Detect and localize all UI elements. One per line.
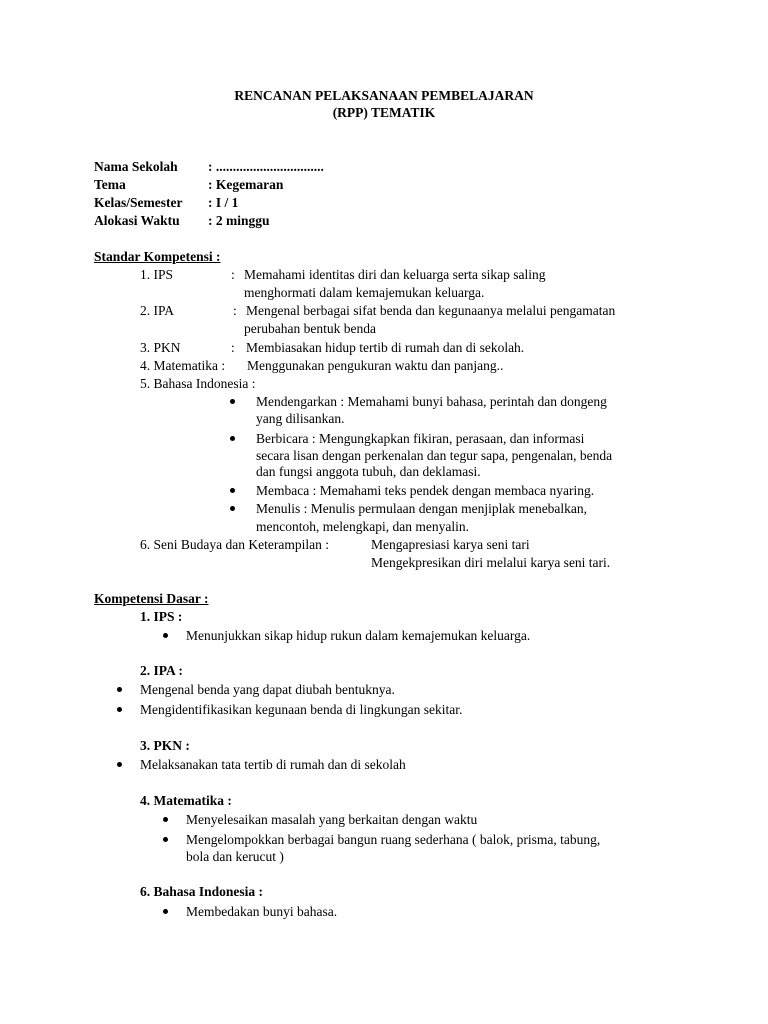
sk-ipa-sep: : <box>233 303 237 318</box>
bullet-icon <box>230 488 235 493</box>
identity-value: : ................................ <box>208 159 324 174</box>
title-line1: RENCANAN PELAKSANAAN PEMBELAJARAN <box>234 88 534 103</box>
sk-ips-label: 1. IPS <box>140 267 174 282</box>
bullet-icon <box>117 762 122 767</box>
sk-ips-text: menghormati dalam kemajemukan keluarga. <box>244 285 485 300</box>
identity-label: Alokasi Waktu <box>94 213 180 228</box>
bullet-icon <box>163 837 168 842</box>
sk-mtk-text: Menggunakan pengukuran waktu dan panjang.. <box>247 358 504 373</box>
identity-label: Kelas/Semester <box>94 195 183 210</box>
sk-bind-item: dan fungsi anggota tubuh, dan deklamasi. <box>256 464 481 479</box>
kd-bind-item: Membedakan bunyi bahasa. <box>186 904 338 919</box>
kd-mtk-item: bola dan kerucut ) <box>186 849 284 864</box>
kd-pkn-heading: 3. PKN : <box>140 738 190 753</box>
bullet-icon <box>230 436 235 441</box>
title-line2: (RPP) TEMATIK <box>332 105 436 120</box>
sk-pkn-label: 3. PKN <box>140 340 181 355</box>
bullet-icon <box>230 399 235 404</box>
sk-sbk-label: 6. Seni Budaya dan Keterampilan : <box>140 537 329 552</box>
kd-pkn-item: Melaksanakan tata tertib di rumah dan di sekolah <box>140 757 406 772</box>
bullet-icon <box>163 909 168 914</box>
kd-ipa-heading: 2. IPA : <box>140 663 183 678</box>
sk-sbk-text: Mengekpresikan diri melalui karya seni tari. <box>371 555 611 570</box>
sk-pkn-sep: : <box>231 340 235 355</box>
sk-bind-label: 5. Bahasa Indonesia : <box>140 376 256 391</box>
sk-ips-text: Memahami identitas diri dan keluarga serta sikap saling <box>244 267 546 282</box>
bullet-icon <box>230 506 235 511</box>
kd-bind-heading: 6. Bahasa Indonesia : <box>140 884 264 899</box>
sk-bind-item: Mendengarkan : Memahami bunyi bahasa, perintah dan dongeng <box>256 394 607 409</box>
sk-ipa-label: 2. IPA <box>140 303 175 318</box>
sk-pkn-text: Membiasakan hidup tertib di rumah dan di sekolah. <box>246 340 525 355</box>
kd-mtk-item: Menyelesaikan masalah yang berkaitan dengan waktu <box>186 812 478 827</box>
kd-mtk-item: Mengelompokkan berbagai bangun ruang sederhana ( balok, prisma, tabung, <box>186 832 601 847</box>
sk-mtk-label: 4. Matematika : <box>140 358 226 373</box>
sk-sbk-text: Mengapresiasi karya seni tari <box>371 537 530 552</box>
sk-bind-item: Membaca : Memahami teks pendek dengan membaca nyaring. <box>256 483 595 498</box>
kd-mtk-heading: 4. Matematika : <box>140 793 232 808</box>
kd-ips-item: Menunjukkan sikap hidup rukun dalam kemajemukan keluarga. <box>186 628 531 643</box>
sk-bind-item: Menulis : Menulis permulaan dengan menjiplak menebalkan, <box>256 501 588 516</box>
sk-bind-item: secara lisan dengan perkenalan dan tegur sapa, pengenalan, benda <box>256 448 613 463</box>
bullet-icon <box>117 687 122 692</box>
sk-bind-item: Berbicara : Mengungkapkan fikiran, perasaan, dan informasi <box>256 431 585 446</box>
bullet-icon <box>163 817 168 822</box>
kd-ipa-item: Mengenal benda yang dapat diubah bentuknya. <box>140 682 395 697</box>
identity-value: : I / 1 <box>208 195 239 210</box>
identity-value: : Kegemaran <box>208 177 284 192</box>
sk-ipa-text: Mengenal berbagai sifat benda dan kegunaanya melalui pengamatan <box>246 303 616 318</box>
kd-ipa-item: Mengidentifikasikan kegunaan benda di lingkungan sekitar. <box>140 702 463 717</box>
dasar-heading: Kompetensi Dasar : <box>94 591 209 606</box>
bullet-icon <box>117 707 122 712</box>
kd-ips-heading: 1. IPS : <box>140 609 183 624</box>
identity-label: Nama Sekolah <box>94 159 178 174</box>
identity-label: Tema <box>94 177 126 192</box>
identity-value: : 2 minggu <box>208 213 270 228</box>
sk-bind-item: mencontoh, melengkapi, dan menyalin. <box>256 519 469 534</box>
standar-heading: Standar Kompetensi : <box>94 249 221 264</box>
sk-ipa-text: perubahan bentuk benda <box>244 321 376 336</box>
sk-ips-sep: : <box>231 267 235 282</box>
sk-bind-item: yang dilisankan. <box>256 411 345 426</box>
bullet-icon <box>163 633 168 638</box>
